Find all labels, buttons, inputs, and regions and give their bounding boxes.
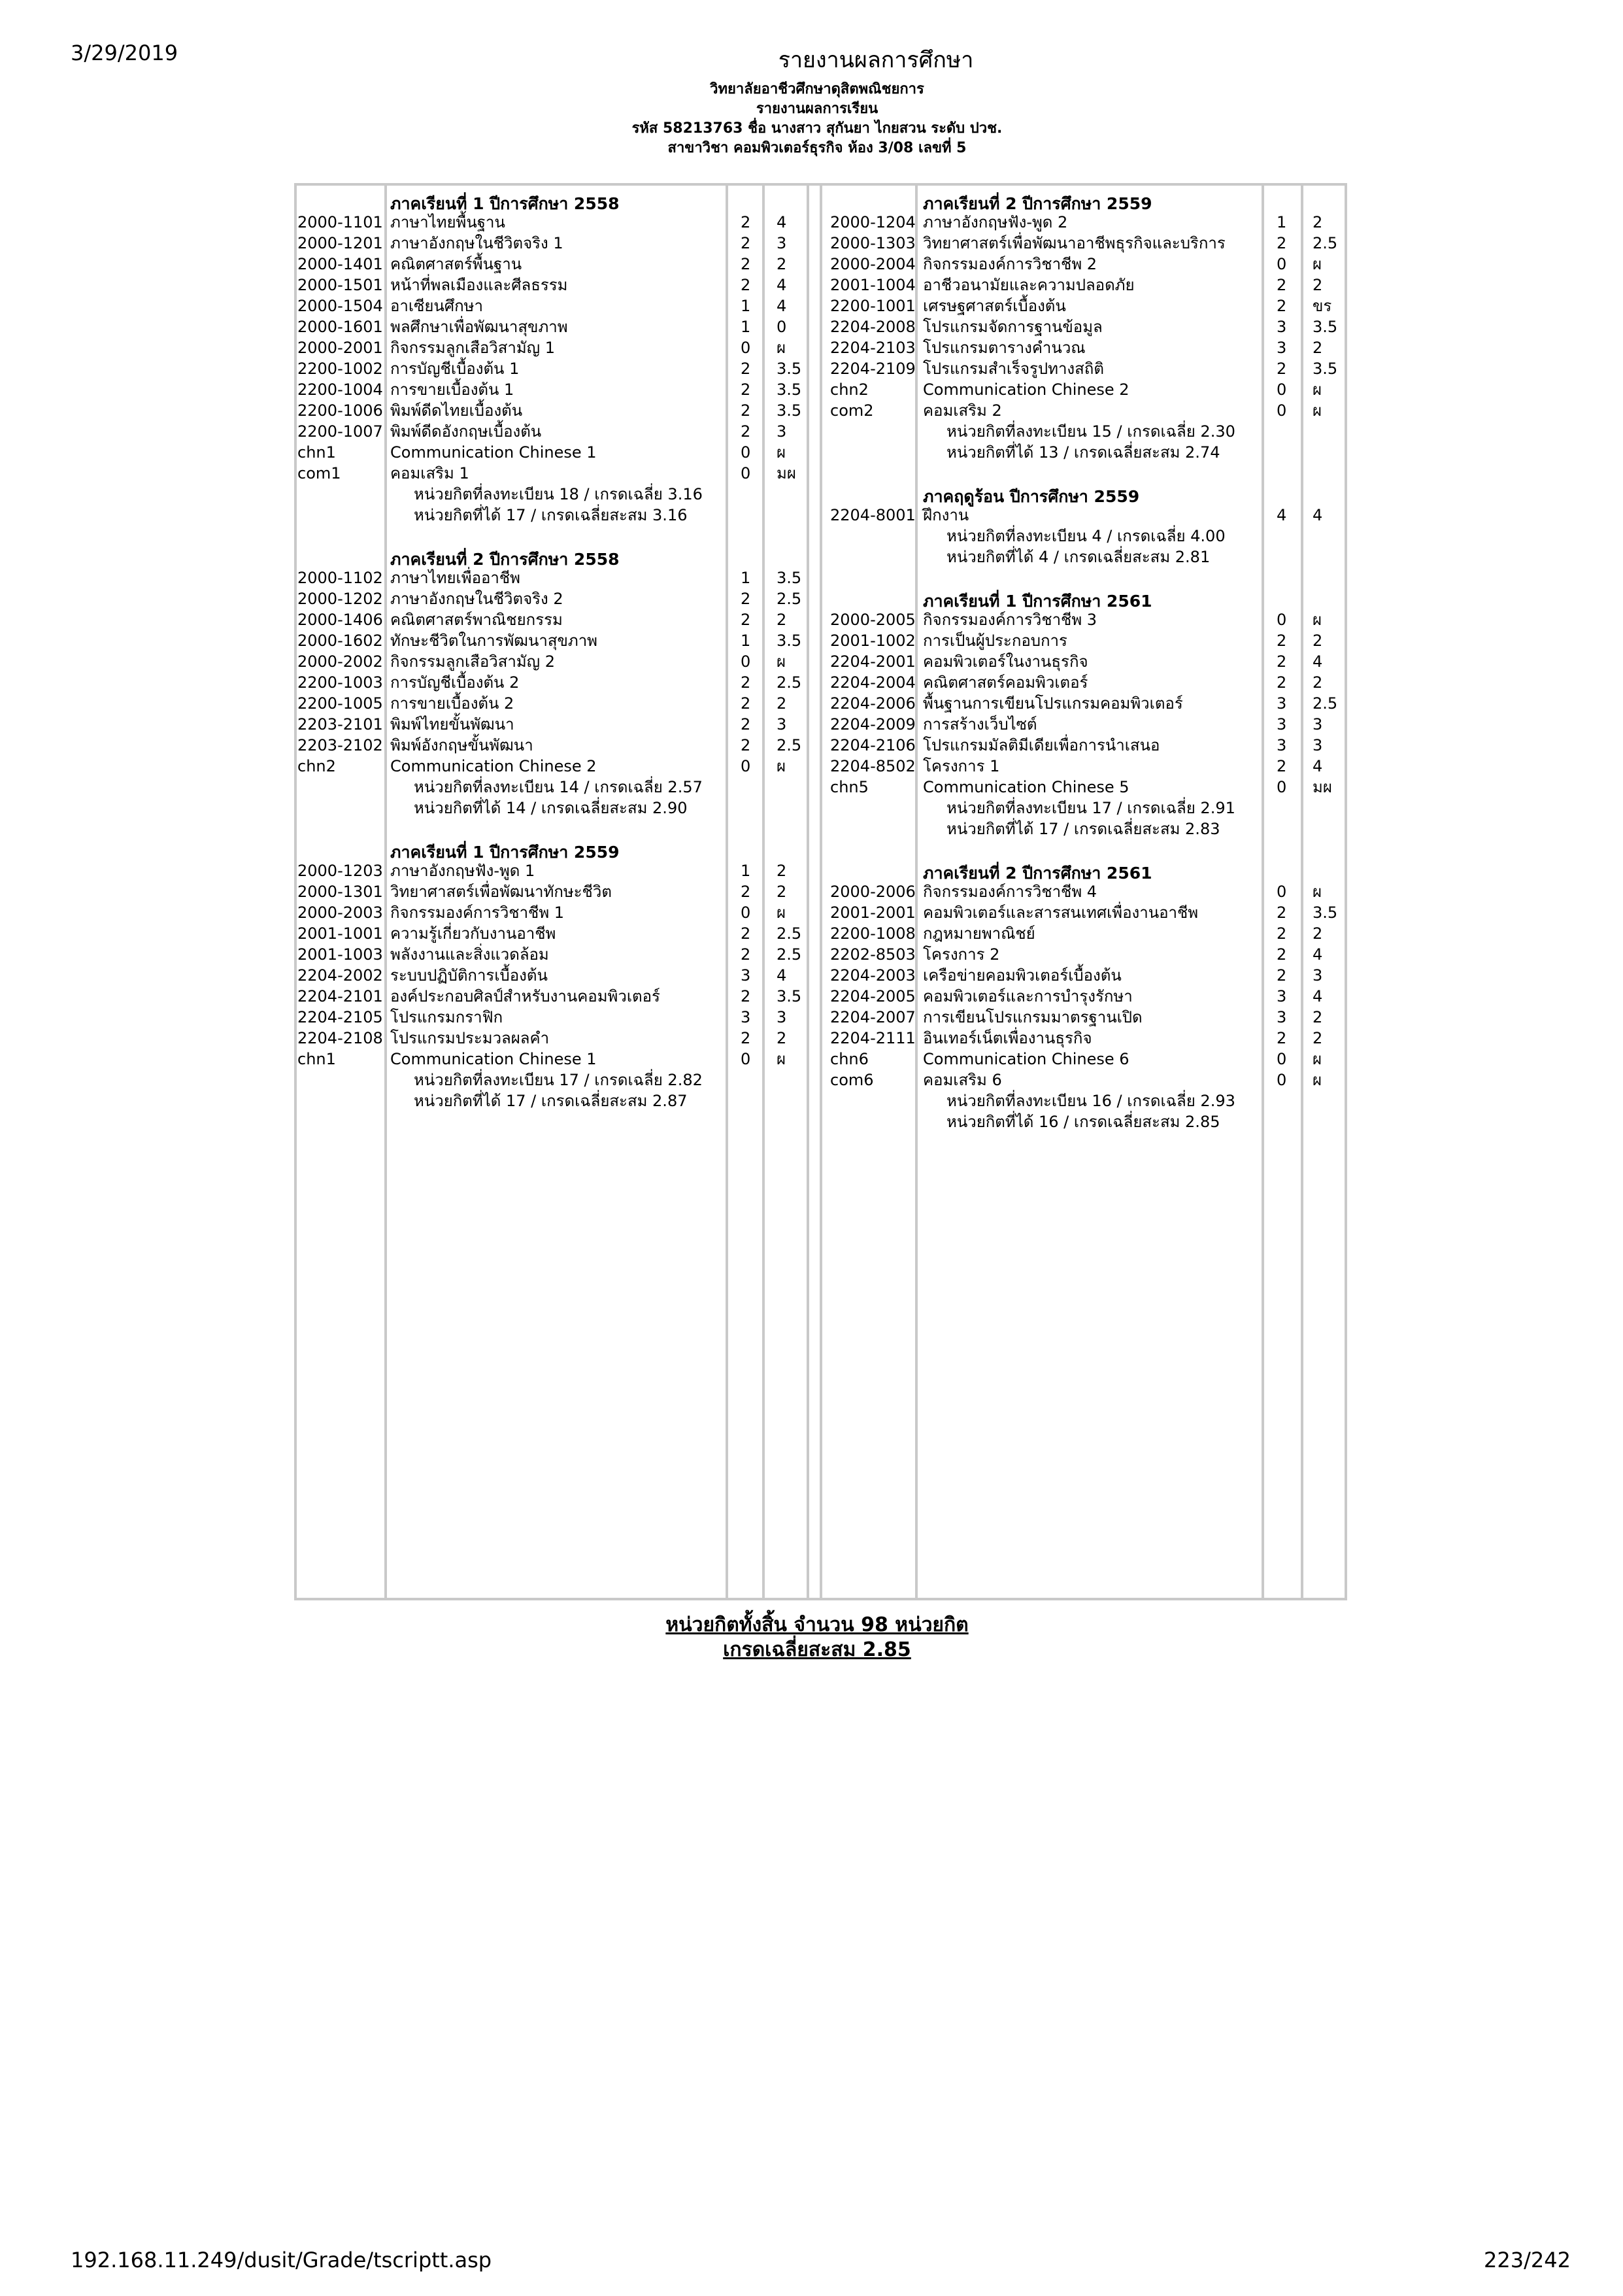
course-code: chn2 [297,757,336,775]
course-grade: 4 [777,276,787,294]
course-code: chn2 [830,380,869,399]
course-name: ทักษะชีวิตในการพัฒนาสุขภาพ [390,632,597,650]
course-grade: 3 [777,1008,787,1026]
course-credit: 2 [1277,632,1287,650]
course-credit: 0 [741,903,751,922]
course-code: 2000-1102 [297,569,383,587]
course-credit: 1 [741,297,751,315]
course-code: 2203-2101 [297,715,383,734]
course-name: โครงการ 2 [923,945,1000,964]
course-code: 2000-1204 [830,213,916,231]
course-credit: 2 [741,380,751,399]
course-code: 2000-1504 [297,297,383,315]
course-code: 2000-1201 [297,234,383,252]
course-credit: 2 [741,945,751,964]
course-credit: 2 [741,401,751,420]
course-grade: ผ [777,652,786,671]
course-grade: 2 [1313,924,1323,943]
course-name: ความรู้เกี่ยวกับงานอาชีพ [390,924,556,943]
course-credit: 2 [741,255,751,273]
course-code: 2001-1004 [830,276,916,294]
course-name: โปรแกรมสำเร็จรูปทางสถิติ [923,360,1104,378]
course-credit: 2 [1277,903,1287,922]
course-name: อาชีวอนามัยและความปลอดภัย [923,276,1135,294]
course-name: กิจกรรมองค์การวิชาชีพ 3 [923,611,1097,629]
course-name: พิมพ์อังกฤษขั้นพัฒนา [390,736,533,754]
course-name: พิมพ์ดีดอังกฤษเบื้องต้น [390,422,542,441]
summary-text: หน่วยกิตที่ได้ 17 / เกรดเฉลี่ยสะสม 3.16 [414,506,688,524]
course-code: 2204-2004 [830,673,916,692]
course-credit: 1 [741,632,751,650]
course-credit: 3 [1277,987,1287,1005]
course-code: 2200-1004 [297,380,383,399]
course-name: ภาษาอังกฤษฟัง-พูด 2 [923,213,1068,231]
course-credit: 2 [1277,673,1287,692]
course-credit: 2 [1277,924,1287,943]
course-grade: 2 [1313,276,1323,294]
summary-text: หน่วยกิตที่ลงทะเบียน 17 / เกรดเฉลี่ย 2.82 [414,1071,703,1089]
course-credit: 1 [741,862,751,880]
semester-title-text: ภาคเรียนที่ 2 ปีการศึกษา 2559 [923,194,1152,213]
page-url: 192.168.11.249/dusit/Grade/tscriptt.asp [71,2248,492,2272]
course-code: com1 [297,464,341,482]
course-grade: 4 [1313,757,1323,775]
course-code: 2204-2106 [830,736,916,754]
course-credit: 3 [1277,1008,1287,1026]
course-grade: 2.5 [1313,694,1338,713]
course-code: 2000-1303 [830,234,916,252]
course-name: ระบบปฏิบัติการเบื้องต้น [390,966,548,985]
major-info: สาขาวิชา คอมพิวเตอร์ธุรกิจ ห้อง 3/08 เลขที่ 5 [667,140,967,156]
course-name: คอมพิวเตอร์ในงานธุรกิจ [923,652,1088,671]
course-credit: 3 [1277,715,1287,734]
total-credits: หน่วยกิตทั้งสิ้น จำนวน 98 หน่วยกิต [665,1613,969,1636]
course-credit: 2 [741,987,751,1005]
course-code: 2200-1003 [297,673,383,692]
course-grade: 2 [777,1029,787,1047]
course-grade: 3.5 [1313,318,1338,336]
summary-text: หน่วยกิตที่ลงทะเบียน 4 / เกรดเฉลี่ย 4.00 [946,527,1226,545]
course-credit: 2 [741,360,751,378]
course-code: chn1 [297,1050,336,1068]
semester-title-text: ภาคเรียนที่ 1 ปีการศึกษา 2561 [923,592,1152,611]
course-credit: 0 [1277,778,1287,796]
course-credit: 2 [741,611,751,629]
course-code: 2204-8502 [830,757,916,775]
course-code: 2000-1601 [297,318,383,336]
course-code: 2204-8001 [830,506,916,524]
column-divider [807,183,809,1600]
course-grade: 3 [777,715,787,734]
course-credit: 0 [1277,1071,1287,1089]
course-code: 2000-2001 [297,339,383,357]
course-name: อินเทอร์เน็ตเพื่องานธุรกิจ [923,1029,1092,1047]
course-code: 2000-2006 [830,883,916,901]
course-grade: ผ [777,903,786,922]
course-name: พิมพ์ดีดไทยเบื้องต้น [390,401,523,420]
course-code: 2204-2105 [297,1008,383,1026]
course-grade: 0 [777,318,787,336]
course-name: โปรแกรมประมวลผลคำ [390,1029,550,1047]
course-grade: 4 [1313,506,1323,524]
course-code: 2001-1001 [297,924,383,943]
course-credit: 0 [1277,255,1287,273]
course-grade: ผ [1313,611,1322,629]
course-credit: 2 [741,694,751,713]
course-name: การขายเบื้องต้น 2 [390,694,514,713]
course-code: 2202-8503 [830,945,916,964]
column-divider [820,183,822,1600]
course-grade: 3.5 [1313,360,1338,378]
student-info: รหัส 58213763 ชื่อ นางสาว สุกันยา ไกยสวน ระดับ ปวช. [631,120,1003,137]
course-name: โปรแกรมมัลติมีเดียเพื่อการนำเสนอ [923,736,1160,754]
course-name: พื้นฐานการเขียนโปรแกรมคอมพิวเตอร์ [923,694,1183,713]
course-grade: 3.5 [777,380,802,399]
page-number: 223/242 [1484,2248,1571,2272]
summary-text: หน่วยกิตที่ลงทะเบียน 17 / เกรดเฉลี่ย 2.91 [946,799,1235,817]
course-name: กิจกรรมลูกเสือวิสามัญ 2 [390,652,555,671]
semester-title-text: ภาคเรียนที่ 2 ปีการศึกษา 2561 [923,864,1152,883]
course-grade: 4 [777,213,787,231]
course-code: 2000-1406 [297,611,383,629]
course-code: 2000-1202 [297,590,383,608]
course-name: คอมพิวเตอร์และสารสนเทศเพื่องานอาชีพ [923,903,1199,922]
course-grade: 2.5 [777,924,802,943]
course-name: ฝึกงาน [923,506,969,524]
course-code: 2204-2101 [297,987,383,1005]
course-name: พิมพ์ไทยขั้นพัฒนา [390,715,514,734]
course-credit: 0 [741,443,751,462]
course-grade: 3.5 [777,360,802,378]
course-code: 2204-2111 [830,1029,916,1047]
course-grade: 2 [1313,632,1323,650]
course-name: กิจกรรมองค์การวิชาชีพ 1 [390,903,565,922]
course-credit: 0 [741,464,751,482]
course-credit: 3 [1277,339,1287,357]
course-grade: ผ [777,1050,786,1068]
course-grade: 2 [777,255,787,273]
course-code: 2204-2003 [830,966,916,985]
course-grade: 2 [1313,673,1323,692]
course-credit: 2 [741,276,751,294]
course-code: 2000-2002 [297,652,383,671]
course-name: Communication Chinese 2 [390,757,597,775]
course-name: คณิตศาสตร์พื้นฐาน [390,255,522,273]
course-name: กิจกรรมลูกเสือวิสามัญ 1 [390,339,555,357]
course-credit: 2 [1277,652,1287,671]
course-code: 2000-2003 [297,903,383,922]
course-credit: 2 [1277,1029,1287,1047]
course-grade: ผ [1313,1050,1322,1068]
course-grade: 3.5 [777,987,802,1005]
course-credit: 2 [741,422,751,441]
course-code: 2000-1301 [297,883,383,901]
course-credit: 0 [1277,611,1287,629]
summary-text: หน่วยกิตที่ลงทะเบียน 18 / เกรดเฉลี่ย 3.16 [414,485,703,503]
course-grade: 3.5 [1313,903,1338,922]
course-name: ภาษาอังกฤษในชีวิตจริง 2 [390,590,563,608]
course-code: 2200-1005 [297,694,383,713]
course-credit: 2 [741,736,751,754]
course-name: การขายเบื้องต้น 1 [390,380,514,399]
course-name: Communication Chinese 2 [923,380,1129,399]
course-credit: 0 [741,652,751,671]
course-name: โปรแกรมจัดการฐานข้อมูล [923,318,1103,336]
course-credit: 0 [741,757,751,775]
course-name: คอมเสริม 6 [923,1071,1002,1089]
course-code: chn1 [297,443,336,462]
course-credit: 4 [1277,506,1287,524]
course-grade: 2.5 [777,590,802,608]
course-name: ภาษาไทยพื้นฐาน [390,213,505,231]
course-code: 2200-1001 [830,297,916,315]
course-code: 2203-2102 [297,736,383,754]
course-name: หน้าที่พลเมืองและศีลธรรม [390,276,568,294]
course-credit: 2 [741,715,751,734]
course-name: การเขียนโปรแกรมมาตรฐานเปิด [923,1008,1143,1026]
column-divider [1262,183,1264,1600]
course-credit: 3 [741,966,751,985]
course-grade: 4 [1313,945,1323,964]
course-code: 2204-2007 [830,1008,916,1026]
course-name: เศรษฐศาสตร์เบื้องต้น [923,297,1066,315]
course-grade: ผ [1313,380,1322,399]
course-code: 2200-1002 [297,360,383,378]
course-name: Communication Chinese 6 [923,1050,1129,1068]
course-credit: 2 [1277,757,1287,775]
school-name: วิทยาลัยอาชีวศึกษาดุสิตพณิชยการ [710,81,924,97]
course-grade: 2 [1313,339,1323,357]
course-grade: ผ [777,339,786,357]
course-grade: 3 [1313,966,1323,985]
course-grade: 2.5 [777,673,802,692]
course-grade: ผ [777,757,786,775]
course-code: 2000-2004 [830,255,916,273]
column-divider [384,183,387,1600]
course-name: การบัญชีเบื้องต้น 1 [390,360,520,378]
course-code: 2204-2109 [830,360,916,378]
course-name: คอมเสริม 1 [390,464,469,482]
course-name: องค์ประกอบศิลป์สำหรับงานคอมพิวเตอร์ [390,987,660,1005]
course-name: ภาษาอังกฤษฟัง-พูด 1 [390,862,535,880]
course-credit: 0 [1277,883,1287,901]
page-title: รายงานผลการศึกษา [778,47,974,73]
course-code: 2200-1007 [297,422,383,441]
course-credit: 0 [1277,380,1287,399]
course-name: ภาษาไทยเพื่ออาชีพ [390,569,520,587]
course-code: com6 [830,1071,874,1089]
course-grade: 2.5 [1313,234,1338,252]
course-grade: 2.5 [777,736,802,754]
course-code: chn6 [830,1050,869,1068]
course-grade: 3 [777,422,787,441]
course-grade: 4 [777,966,787,985]
course-name: กิจกรรมองค์การวิชาชีพ 4 [923,883,1097,901]
course-name: ภาษาอังกฤษในชีวิตจริง 1 [390,234,563,252]
course-credit: 3 [1277,694,1287,713]
course-credit: 2 [1277,945,1287,964]
course-name: วิทยาศาสตร์เพื่อพัฒนาทักษะชีวิต [390,883,612,901]
course-code: 2000-1602 [297,632,383,650]
course-grade: 3.5 [777,569,802,587]
course-name: การบัญชีเบื้องต้น 2 [390,673,520,692]
course-credit: 3 [1277,736,1287,754]
course-credit: 3 [741,1008,751,1026]
course-name: Communication Chinese 5 [923,778,1129,796]
summary-text: หน่วยกิตที่ได้ 16 / เกรดเฉลี่ยสะสม 2.85 [946,1113,1220,1131]
course-credit: 1 [1277,213,1287,231]
course-code: 2204-2001 [830,652,916,671]
course-grade: 3 [1313,715,1323,734]
course-code: 2001-1003 [297,945,383,964]
course-code: 2200-1006 [297,401,383,420]
course-code: 2204-2008 [830,318,916,336]
course-grade: 2 [777,883,787,901]
semester-title-text: ภาคฤดูร้อน ปีการศึกษา 2559 [923,487,1140,506]
course-credit: 2 [1277,966,1287,985]
course-grade: ผ [1313,883,1322,901]
semester-title-text: ภาคเรียนที่ 2 ปีการศึกษา 2558 [390,550,620,569]
course-name: พลังงานและสิ่งแวดล้อม [390,945,549,964]
course-name: คอมเสริม 2 [923,401,1002,420]
course-grade: ผ [1313,255,1322,273]
course-name: โปรแกรมตารางคำนวณ [923,339,1086,357]
summary-text: หน่วยกิตที่ได้ 13 / เกรดเฉลี่ยสะสม 2.74 [946,443,1220,462]
semester-title-text: ภาคเรียนที่ 1 ปีการศึกษา 2558 [390,194,620,213]
course-code: 2204-2002 [297,966,383,985]
course-credit: 2 [741,213,751,231]
course-name: การสร้างเว็บไซต์ [923,715,1037,734]
course-credit: 1 [741,318,751,336]
course-grade: 2 [1313,1029,1323,1047]
course-credit: 0 [1277,401,1287,420]
summary-text: หน่วยกิตที่ลงทะเบียน 15 / เกรดเฉลี่ย 2.30 [946,422,1235,441]
course-grade: 4 [1313,652,1323,671]
course-name: คอมพิวเตอร์และการบำรุงรักษา [923,987,1133,1005]
course-name: วิทยาศาสตร์เพื่อพัฒนาอาชีพธุรกิจและบริการ [923,234,1226,252]
course-grade: 3 [777,234,787,252]
course-credit: 1 [741,569,751,587]
course-code: 2000-1501 [297,276,383,294]
report-name: รายงานผลการเรียน [756,101,878,117]
course-grade: 2 [777,862,787,880]
column-divider [726,183,728,1600]
summary-text: หน่วยกิตที่ลงทะเบียน 14 / เกรดเฉลี่ย 2.57 [414,778,703,796]
course-code: 2001-1002 [830,632,916,650]
course-code: 2000-2005 [830,611,916,629]
course-code: 2204-2103 [830,339,916,357]
course-grade: 3 [1313,736,1323,754]
course-credit: 2 [741,924,751,943]
course-grade: ผ [1313,401,1322,420]
course-name: เครือข่ายคอมพิวเตอร์เบื้องต้น [923,966,1122,985]
course-code: 2001-2001 [830,903,916,922]
course-credit: 0 [1277,1050,1287,1068]
course-credit: 3 [1277,318,1287,336]
course-grade: ผ [1313,1071,1322,1089]
course-name: การเป็นผู้ประกอบการ [923,632,1067,650]
summary-text: หน่วยกิตที่ได้ 14 / เกรดเฉลี่ยสะสม 2.90 [414,799,688,817]
course-name: โครงการ 1 [923,757,1000,775]
course-name: พลศึกษาเพื่อพัฒนาสุขภาพ [390,318,568,336]
course-credit: 2 [741,673,751,692]
course-name: Communication Chinese 1 [390,443,597,462]
course-grade: ขร [1313,297,1332,315]
course-code: 2000-1401 [297,255,383,273]
column-divider [1301,183,1303,1600]
course-code: 2200-1008 [830,924,916,943]
course-grade: 4 [777,297,787,315]
summary-text: หน่วยกิตที่ได้ 4 / เกรดเฉลี่ยสะสม 2.81 [946,548,1211,566]
course-grade: มผ [1313,778,1332,796]
course-grade: 3.5 [777,632,802,650]
course-code: 2204-2006 [830,694,916,713]
course-code: 2000-1203 [297,862,383,880]
cumulative-gpa: เกรดเฉลี่ยสะสม 2.85 [723,1638,911,1661]
semester-title-text: ภาคเรียนที่ 1 ปีการศึกษา 2559 [390,843,620,862]
course-credit: 2 [1277,234,1287,252]
course-credit: 2 [1277,297,1287,315]
course-grade: 3.5 [777,401,802,420]
course-code: com2 [830,401,874,420]
course-name: Communication Chinese 1 [390,1050,597,1068]
course-code: 2000-1101 [297,213,383,231]
course-code: 2204-2108 [297,1029,383,1047]
course-grade: 2 [777,611,787,629]
course-name: กิจกรรมองค์การวิชาชีพ 2 [923,255,1097,273]
course-grade: 2.5 [777,945,802,964]
course-grade: 2 [777,694,787,713]
course-name: คณิตศาสตร์พาณิชยกรรม [390,611,563,629]
course-grade: ผ [777,443,786,462]
course-code: chn5 [830,778,869,796]
course-grade: มผ [777,464,796,482]
course-name: กฎหมายพาณิชย์ [923,924,1035,943]
course-name: คณิตศาสตร์คอมพิวเตอร์ [923,673,1088,692]
course-code: 2204-2005 [830,987,916,1005]
course-credit: 2 [741,234,751,252]
course-credit: 2 [1277,360,1287,378]
summary-text: หน่วยกิตที่ได้ 17 / เกรดเฉลี่ยสะสม 2.83 [946,820,1220,838]
course-credit: 0 [741,339,751,357]
course-credit: 2 [741,590,751,608]
course-grade: 2 [1313,1008,1323,1026]
course-name: โปรแกรมกราฟิก [390,1008,503,1026]
course-credit: 0 [741,1050,751,1068]
course-credit: 2 [741,1029,751,1047]
summary-text: หน่วยกิตที่ได้ 17 / เกรดเฉลี่ยสะสม 2.87 [414,1092,688,1110]
course-name: อาเซียนศึกษา [390,297,483,315]
course-code: 2204-2009 [830,715,916,734]
course-credit: 2 [741,883,751,901]
summary-text: หน่วยกิตที่ลงทะเบียน 16 / เกรดเฉลี่ย 2.93 [946,1092,1235,1110]
print-date: 3/29/2019 [71,41,178,65]
column-divider [762,183,765,1600]
course-grade: 4 [1313,987,1323,1005]
report-header [458,80,1177,158]
course-credit: 2 [1277,276,1287,294]
course-grade: 2 [1313,213,1323,231]
